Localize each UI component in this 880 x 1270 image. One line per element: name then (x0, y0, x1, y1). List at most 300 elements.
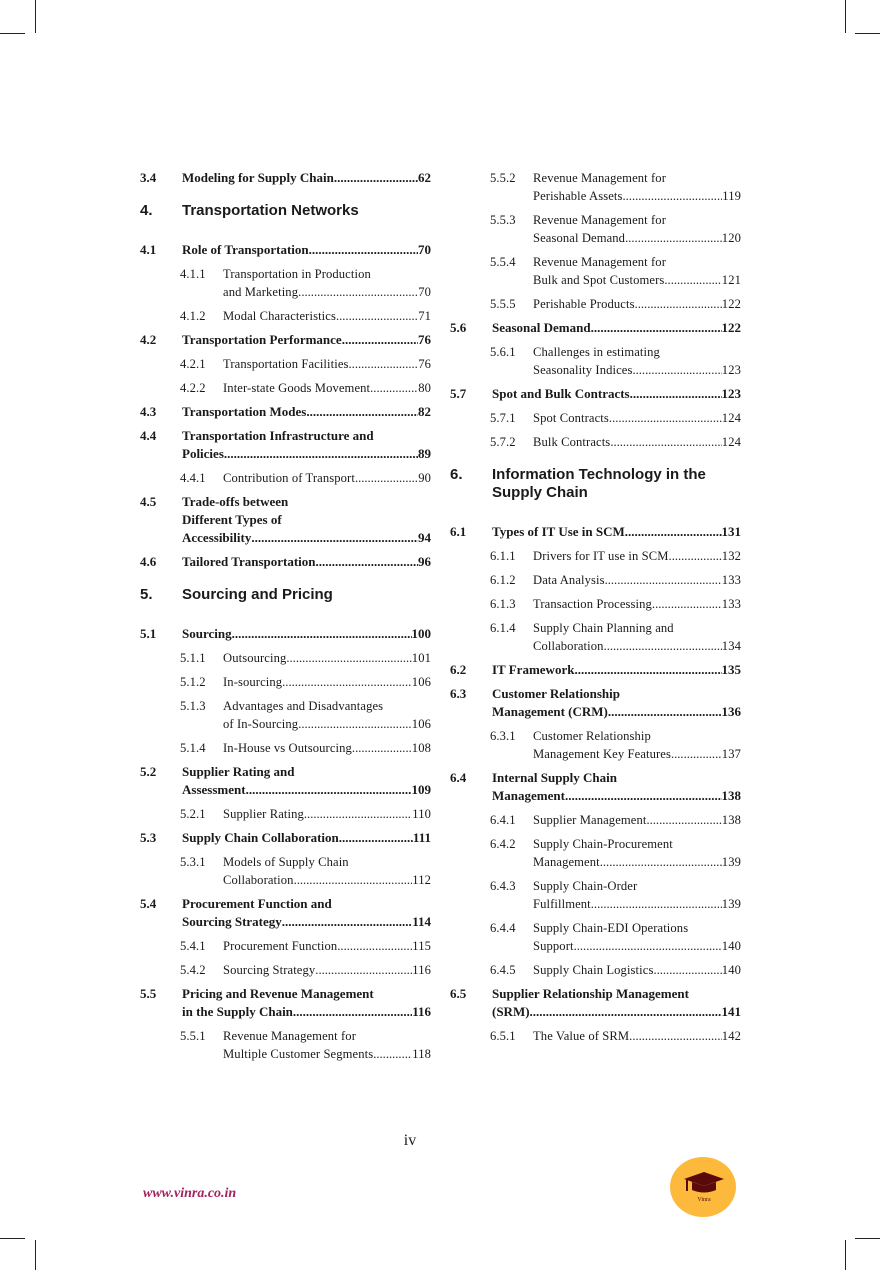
page-reference: 138 (721, 813, 741, 827)
section-title-text: Support (533, 939, 574, 953)
dot-leader (625, 523, 722, 541)
toc-entry[interactable] (450, 919, 741, 955)
dot-leader (653, 961, 721, 979)
section-title-line (182, 241, 431, 259)
dot-leader (574, 661, 721, 679)
section-title-line (533, 409, 741, 427)
toc-entry[interactable] (450, 961, 741, 979)
section-number: 4.4 (140, 428, 157, 443)
dot-leader (671, 745, 722, 763)
dot-leader (337, 937, 412, 955)
section-number: 5.1.4 (180, 741, 206, 755)
dot-leader (605, 571, 722, 589)
section-title (223, 1027, 431, 1063)
toc-right-column (450, 169, 741, 1051)
toc-entry[interactable] (450, 571, 741, 589)
page-reference: 108 (411, 741, 431, 755)
dot-leader (334, 169, 418, 187)
dot-leader (652, 595, 722, 613)
chapter-title (182, 202, 431, 220)
section-title-line (533, 433, 741, 451)
page-reference: 62 (418, 170, 431, 185)
dot-leader (630, 385, 722, 403)
section-title-text: Sourcing Strategy (182, 914, 282, 929)
page-reference: 123 (721, 363, 741, 377)
section-title-text: Seasonal Demand (533, 231, 626, 245)
section-number: 6.4.5 (490, 963, 516, 977)
page-reference: 94 (418, 530, 431, 545)
section-title-line (533, 271, 741, 289)
section-title (533, 919, 741, 955)
section-title-text: Different Types of (182, 512, 282, 527)
crop-mark (855, 33, 880, 34)
section-title-text: Seasonal Demand (492, 320, 591, 335)
section-title-line (533, 361, 741, 379)
section-title-text: Contribution of Transport (223, 471, 355, 485)
dot-leader (608, 703, 722, 721)
toc-entry[interactable] (140, 241, 431, 259)
section-title-text: Customer Relationship (492, 686, 620, 701)
page-reference: 100 (411, 626, 431, 641)
section-number: 5.4.1 (180, 939, 206, 953)
page-reference: 115 (412, 939, 431, 953)
chapter-heading (450, 466, 741, 502)
section-title-text: Supplier Relationship Management (492, 986, 689, 1001)
section-title (182, 493, 431, 547)
section-number: 5.5.1 (180, 1029, 206, 1043)
section-title (533, 877, 741, 913)
dot-leader (574, 937, 722, 955)
page-reference: 90 (418, 471, 431, 485)
toc-entry[interactable] (140, 697, 431, 733)
section-title-line (533, 619, 741, 637)
section-number: 5.5.5 (490, 297, 516, 311)
section-title (533, 433, 741, 451)
section-title-line (533, 853, 741, 871)
section-title-line (533, 745, 741, 763)
section-number: 5.5 (140, 986, 157, 1001)
toc-entry[interactable] (140, 1027, 431, 1063)
section-title (182, 985, 431, 1021)
section-title-line (182, 511, 431, 529)
toc-entry[interactable] (140, 493, 431, 547)
chapter-title (492, 466, 741, 502)
section-title-text: Revenue Management for (533, 171, 666, 185)
section-number: 5.7 (450, 386, 467, 401)
section-title-text: and Marketing. (223, 285, 302, 299)
section-number: 4.2.1 (180, 357, 206, 371)
section-number: 6.5.1 (490, 1029, 516, 1043)
section-number: 4.4.1 (180, 471, 206, 485)
section-title-line (223, 1027, 431, 1045)
toc-entry[interactable] (140, 265, 431, 301)
section-title-text: The Value of SRM (533, 1029, 630, 1043)
section-title (223, 937, 431, 955)
section-title-line (223, 265, 431, 283)
section-title-line (223, 379, 431, 397)
page-reference: 101 (411, 651, 431, 665)
page-reference: 140 (721, 963, 741, 977)
page-reference: 124 (721, 411, 741, 425)
section-title-line (223, 853, 431, 871)
section-title-text: Sourcing (182, 626, 232, 641)
section-title (223, 355, 431, 373)
section-title-line (533, 211, 741, 229)
section-title-text: Spot and Bulk Contracts (492, 386, 630, 401)
dot-leader (286, 649, 411, 667)
page-reference: 138 (721, 788, 741, 803)
chapter-heading (140, 586, 431, 604)
toc-entry[interactable] (140, 853, 431, 889)
section-title-line (533, 895, 741, 913)
section-title-text: Fulfillment (533, 897, 591, 911)
toc-entry[interactable] (140, 805, 431, 823)
section-number: 6.5 (450, 986, 467, 1001)
section-title (533, 727, 741, 763)
section-title-line (492, 787, 741, 805)
section-title-text: Challenges in estimating (533, 345, 660, 359)
website-link[interactable]: www.vinra.co.in (143, 1186, 237, 1201)
section-title (182, 403, 431, 421)
section-number: 5.5.2 (490, 171, 516, 185)
toc-entry[interactable] (140, 331, 431, 349)
section-title-text: Management Key Features (533, 747, 671, 761)
section-title-line (182, 985, 431, 1003)
page-reference: 118 (412, 1047, 431, 1061)
section-title (533, 547, 741, 565)
section-title (533, 295, 741, 313)
section-number: 4.1.1 (180, 267, 206, 281)
dot-leader (370, 379, 418, 397)
section-title-line (182, 529, 431, 547)
section-title (533, 619, 741, 655)
dot-leader (301, 283, 418, 301)
section-title-line (182, 895, 431, 913)
section-number: 6.4.4 (490, 921, 516, 935)
toc-entry[interactable] (140, 961, 431, 979)
section-title-text: Policies (182, 446, 224, 461)
page-reference: 96 (418, 554, 431, 569)
dot-leader (609, 409, 722, 427)
section-number: 5.6.1 (490, 345, 516, 359)
section-title-line (492, 319, 741, 337)
publisher-logo (670, 1157, 736, 1217)
page-reference: 82 (418, 404, 431, 419)
dot-leader (339, 829, 413, 847)
section-title-text: Trade-offs between (182, 494, 289, 509)
section-title (223, 673, 431, 691)
section-title-line (533, 919, 741, 937)
section-title-line (533, 877, 741, 895)
toc-entry[interactable] (140, 307, 431, 325)
crop-mark (855, 1238, 880, 1239)
page-reference: 106 (411, 717, 431, 731)
page-reference: 76 (418, 332, 431, 347)
section-number: 4.2.2 (180, 381, 206, 395)
section-title-text: Collaboration (533, 639, 604, 653)
toc-entry[interactable] (140, 739, 431, 757)
dot-leader (355, 469, 418, 487)
toc-entry[interactable] (450, 595, 741, 613)
toc-entry[interactable] (140, 625, 431, 643)
toc-entry[interactable] (140, 829, 431, 847)
toc-entry[interactable] (450, 835, 741, 871)
toc-entry[interactable] (140, 937, 431, 955)
section-title (492, 319, 741, 337)
dot-leader (246, 781, 412, 799)
crop-mark (845, 0, 846, 33)
page-reference: 124 (721, 435, 741, 449)
page-reference: 132 (721, 549, 741, 563)
dot-leader (336, 307, 418, 325)
toc-entry[interactable] (450, 811, 741, 829)
dot-leader (251, 529, 418, 547)
section-title-text: IT Framework (492, 662, 575, 677)
section-title-line (533, 571, 741, 589)
toc-entry[interactable] (450, 661, 741, 679)
toc-entry[interactable] (450, 547, 741, 565)
section-title-line (182, 169, 431, 187)
toc-entry[interactable] (450, 433, 741, 451)
crop-mark (0, 1238, 25, 1239)
section-title-line (223, 673, 431, 691)
section-title (533, 169, 741, 205)
section-title-line (533, 595, 741, 613)
dot-leader (591, 895, 722, 913)
section-title-line (182, 625, 431, 643)
toc-entry[interactable] (450, 619, 741, 655)
section-title-text: Modal Characteristics (223, 309, 336, 323)
toc-entry[interactable] (140, 649, 431, 667)
section-number: 6.4.2 (490, 837, 516, 851)
dot-leader (306, 403, 418, 421)
toc-entry[interactable] (140, 673, 431, 691)
section-title-line (223, 937, 431, 955)
dot-leader (282, 913, 412, 931)
section-title (223, 739, 431, 757)
page-reference: 139 (721, 855, 741, 869)
section-title (182, 553, 431, 571)
section-title-text: Supply Chain-Procurement (533, 837, 673, 851)
section-number: 6.4 (450, 770, 467, 785)
toc-entry[interactable] (450, 727, 741, 763)
chapter-title (182, 586, 431, 604)
section-title-line (223, 739, 431, 757)
section-title-line (492, 685, 741, 703)
section-title-line (533, 811, 741, 829)
dot-leader (224, 445, 418, 463)
toc-entry[interactable] (450, 295, 741, 313)
page-reference: 133 (721, 597, 741, 611)
section-title-text: Supply Chain Planning and (533, 621, 674, 635)
section-title (533, 409, 741, 427)
dot-leader (530, 1003, 722, 1021)
toc-entry[interactable] (140, 427, 431, 463)
toc-entry[interactable] (140, 763, 431, 799)
dot-leader (232, 625, 412, 643)
dot-leader (294, 871, 413, 889)
dot-leader (623, 187, 723, 205)
toc-left-column (140, 169, 431, 1069)
section-title-line (492, 769, 741, 787)
crop-mark (845, 1240, 846, 1270)
section-title-text: Supply Chain Collaboration (182, 830, 339, 845)
section-title-text: Management (533, 855, 600, 869)
chapter-title-line: Transportation Networks (182, 202, 359, 219)
toc-entry[interactable] (140, 985, 431, 1021)
section-title (223, 469, 431, 487)
section-number: 5.1.1 (180, 651, 206, 665)
toc-entry[interactable] (450, 769, 741, 805)
dot-leader (352, 739, 412, 757)
section-title-text: Types of IT Use in SCM (492, 524, 625, 539)
section-title-text: in the Supply Chain (182, 1004, 293, 1019)
section-title (182, 331, 431, 349)
section-title-text: Bulk Contracts (533, 435, 611, 449)
section-title-line (533, 253, 741, 271)
section-title (182, 427, 431, 463)
toc-entry[interactable] (140, 469, 431, 487)
section-title (223, 805, 431, 823)
chapter-title-line: Information Technology in the (492, 466, 706, 483)
chapter-number: 5. (140, 586, 153, 603)
chapter-title-line: Sourcing and Pricing (182, 586, 333, 603)
page-reference: 141 (721, 1004, 741, 1019)
page-reference: 114 (412, 914, 431, 929)
page-reference: 109 (411, 782, 431, 797)
toc-entry[interactable] (450, 343, 741, 379)
section-title-text: (SRM) (492, 1004, 530, 1019)
toc-entry[interactable] (450, 685, 741, 721)
section-title (533, 211, 741, 247)
toc-entry[interactable] (450, 385, 741, 403)
page-reference: 111 (412, 830, 431, 845)
toc-entry[interactable] (450, 409, 741, 427)
page-reference: 116 (412, 1004, 431, 1019)
section-number: 5.6 (450, 320, 467, 335)
section-title-line (223, 1045, 431, 1063)
section-number: 5.2 (140, 764, 157, 779)
toc-entry[interactable] (140, 379, 431, 397)
page-reference: 120 (721, 231, 741, 245)
section-number: 6.1 (450, 524, 467, 539)
dot-leader (591, 319, 722, 337)
section-title (223, 853, 431, 889)
toc-entry[interactable] (140, 169, 431, 187)
toc-entry[interactable] (450, 1027, 741, 1045)
section-title-text: In-House vs Outsourcing (223, 741, 352, 755)
section-title-text: Multiple Customer Segments (223, 1047, 374, 1061)
section-title (492, 385, 741, 403)
section-title-text: Supply Chain Logistics (533, 963, 654, 977)
toc-entry[interactable] (450, 253, 741, 289)
section-number: 5.1.3 (180, 699, 206, 713)
section-title-text: Inter-state Goods Movement (223, 381, 371, 395)
dot-leader (604, 637, 722, 655)
section-number: 4.5 (140, 494, 157, 509)
section-title-line (533, 937, 741, 955)
section-title-line (533, 547, 741, 565)
section-title-text: Sourcing Strategy (223, 963, 316, 977)
section-title-line (182, 763, 431, 781)
toc-entry[interactable] (450, 985, 741, 1021)
section-title-line (182, 493, 431, 511)
section-title-text: Transportation Facilities (223, 357, 349, 371)
page-reference: 122 (721, 320, 741, 335)
section-title-line (533, 727, 741, 745)
section-title-line (492, 703, 741, 721)
section-title-text: Internal Supply Chain (492, 770, 617, 785)
section-title-line (533, 1027, 741, 1045)
page-reference: 135 (721, 662, 741, 677)
toc-entry[interactable] (450, 211, 741, 247)
toc-entry[interactable] (450, 169, 741, 205)
page-reference: 106 (411, 675, 431, 689)
section-title-line (182, 913, 431, 931)
page-reference: 142 (721, 1029, 741, 1043)
section-title-line (492, 1003, 741, 1021)
section-title-line (533, 295, 741, 313)
toc-entry[interactable] (450, 523, 741, 541)
section-title-text: In-sourcing (223, 675, 283, 689)
dot-leader (304, 805, 412, 823)
toc-entry[interactable] (140, 895, 431, 931)
dot-leader (373, 1045, 412, 1063)
section-title-line (182, 781, 431, 799)
section-title-line (223, 469, 431, 487)
dot-leader (315, 961, 412, 979)
section-title (182, 829, 431, 847)
section-title-text: Perishable Products (533, 297, 635, 311)
toc-entry[interactable] (450, 319, 741, 337)
section-title (223, 961, 431, 979)
section-title-text: Models of Supply Chain (223, 855, 349, 869)
section-number: 5.4.2 (180, 963, 206, 977)
page-reference: 136 (721, 704, 741, 719)
section-title-line (492, 385, 741, 403)
section-number: 4.6 (140, 554, 157, 569)
section-title (533, 835, 741, 871)
section-title-text: Revenue Management for (533, 255, 666, 269)
dot-leader (664, 271, 721, 289)
section-number: 6.2 (450, 662, 467, 677)
toc-entry[interactable] (450, 877, 741, 913)
section-number: 5.4 (140, 896, 157, 911)
section-title-line (182, 553, 431, 571)
graduation-cap-icon (670, 1157, 736, 1217)
dot-leader (309, 241, 418, 259)
section-title-text: Revenue Management for (223, 1029, 356, 1043)
section-title-line (492, 523, 741, 541)
section-title-text: Data Analysis (533, 573, 605, 587)
section-title-text: of In-Sourcing (223, 717, 299, 731)
dot-leader (298, 715, 412, 733)
section-title-text: Supply Chain-EDI Operations (533, 921, 689, 935)
svg-text:Vinra: Vinra (697, 1197, 711, 1203)
section-title-line (182, 427, 431, 445)
section-title (182, 241, 431, 259)
dot-leader (316, 553, 418, 571)
chapter-title-line: Supply Chain (492, 484, 588, 501)
section-title (223, 649, 431, 667)
toc-entry[interactable] (140, 553, 431, 571)
section-number: 4.2 (140, 332, 157, 347)
page-reference: 121 (721, 273, 741, 287)
toc-entry[interactable] (140, 355, 431, 373)
toc-entry[interactable] (140, 403, 431, 421)
page-reference: 137 (721, 747, 741, 761)
crop-mark (35, 1240, 36, 1270)
